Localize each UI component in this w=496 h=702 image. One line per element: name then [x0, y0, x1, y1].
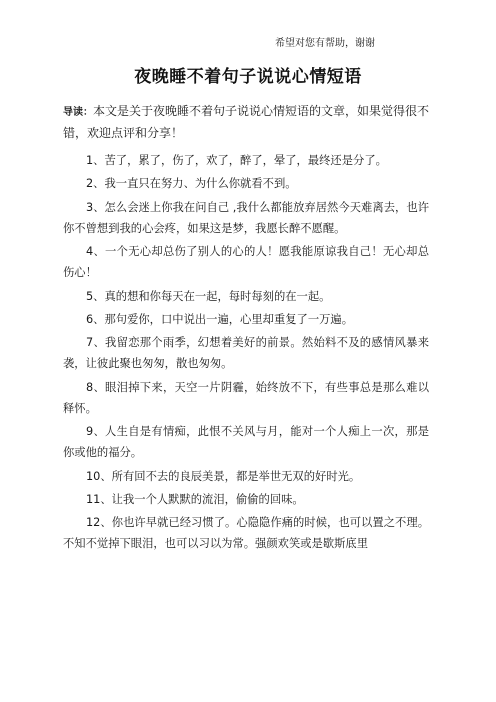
list-item: 11、让我一个人默默的流泪，偷偷的回味。 [86, 492, 304, 506]
intro-paragraph [63, 101, 429, 144]
list-item: 4、一个无心却总伤了别人的心的人！愿我能原谅我自己！无心却总伤心！ [63, 245, 429, 280]
list-item: 5、真的想和你每天在一起，每时每刻的在一起。 [86, 289, 331, 303]
list-item: 6、那句爱你，口中说出一遍，心里却重复了一万遍。 [86, 312, 354, 326]
list-item: 3、怎么会迷上你我在问自己 ,我什么都能放弃居然今天难离去，也许你不曾想到我的心会疼，如果这是梦，我愿长醉不愿醒。 [63, 200, 429, 235]
list-item: 10、所有回不去的良辰美景，都是举世无双的好时光。 [86, 469, 361, 483]
list-item: 2、我一直只在努力、为什么你就看不到。 [86, 177, 297, 191]
list-item: 7、我留恋那个雨季，幻想着美好的前景。然始料不及的感情风暴来袭，让彼此聚也匆匆，散也匆匆。 [63, 336, 429, 371]
list-item: 9、人生自是有情痴，此恨不关风与月，能对一个人痴上一次，那是你或他的福分。 [63, 425, 429, 460]
intro-lead: 导读： [63, 107, 93, 118]
content-list [63, 150, 429, 557]
intro-text: 本文是关于夜晚睡不着句子说说心情短语的文章，如果觉得很不错，欢迎点评和分享！ [63, 104, 430, 140]
document-title: 夜晚睡不着句子说说心情短语 [134, 67, 362, 87]
list-item: 8、眼泪掉下来，天空一片阴霾，始终放不下，有些事总是那么难以释怀。 [63, 380, 429, 415]
list-item: 12、你也许早就已经习惯了。心隐隐作痛的时候，也可以置之不理。不知不觉掉下眼泪，也可以习以为常。强颜欢笑或是歇斯底里 [63, 516, 429, 551]
header-note: 希望对您有帮助，谢谢 [275, 38, 375, 49]
list-item: 1、苦了，累了，伤了，欢了，醉了，晕了，最终还是分了。 [86, 154, 387, 167]
